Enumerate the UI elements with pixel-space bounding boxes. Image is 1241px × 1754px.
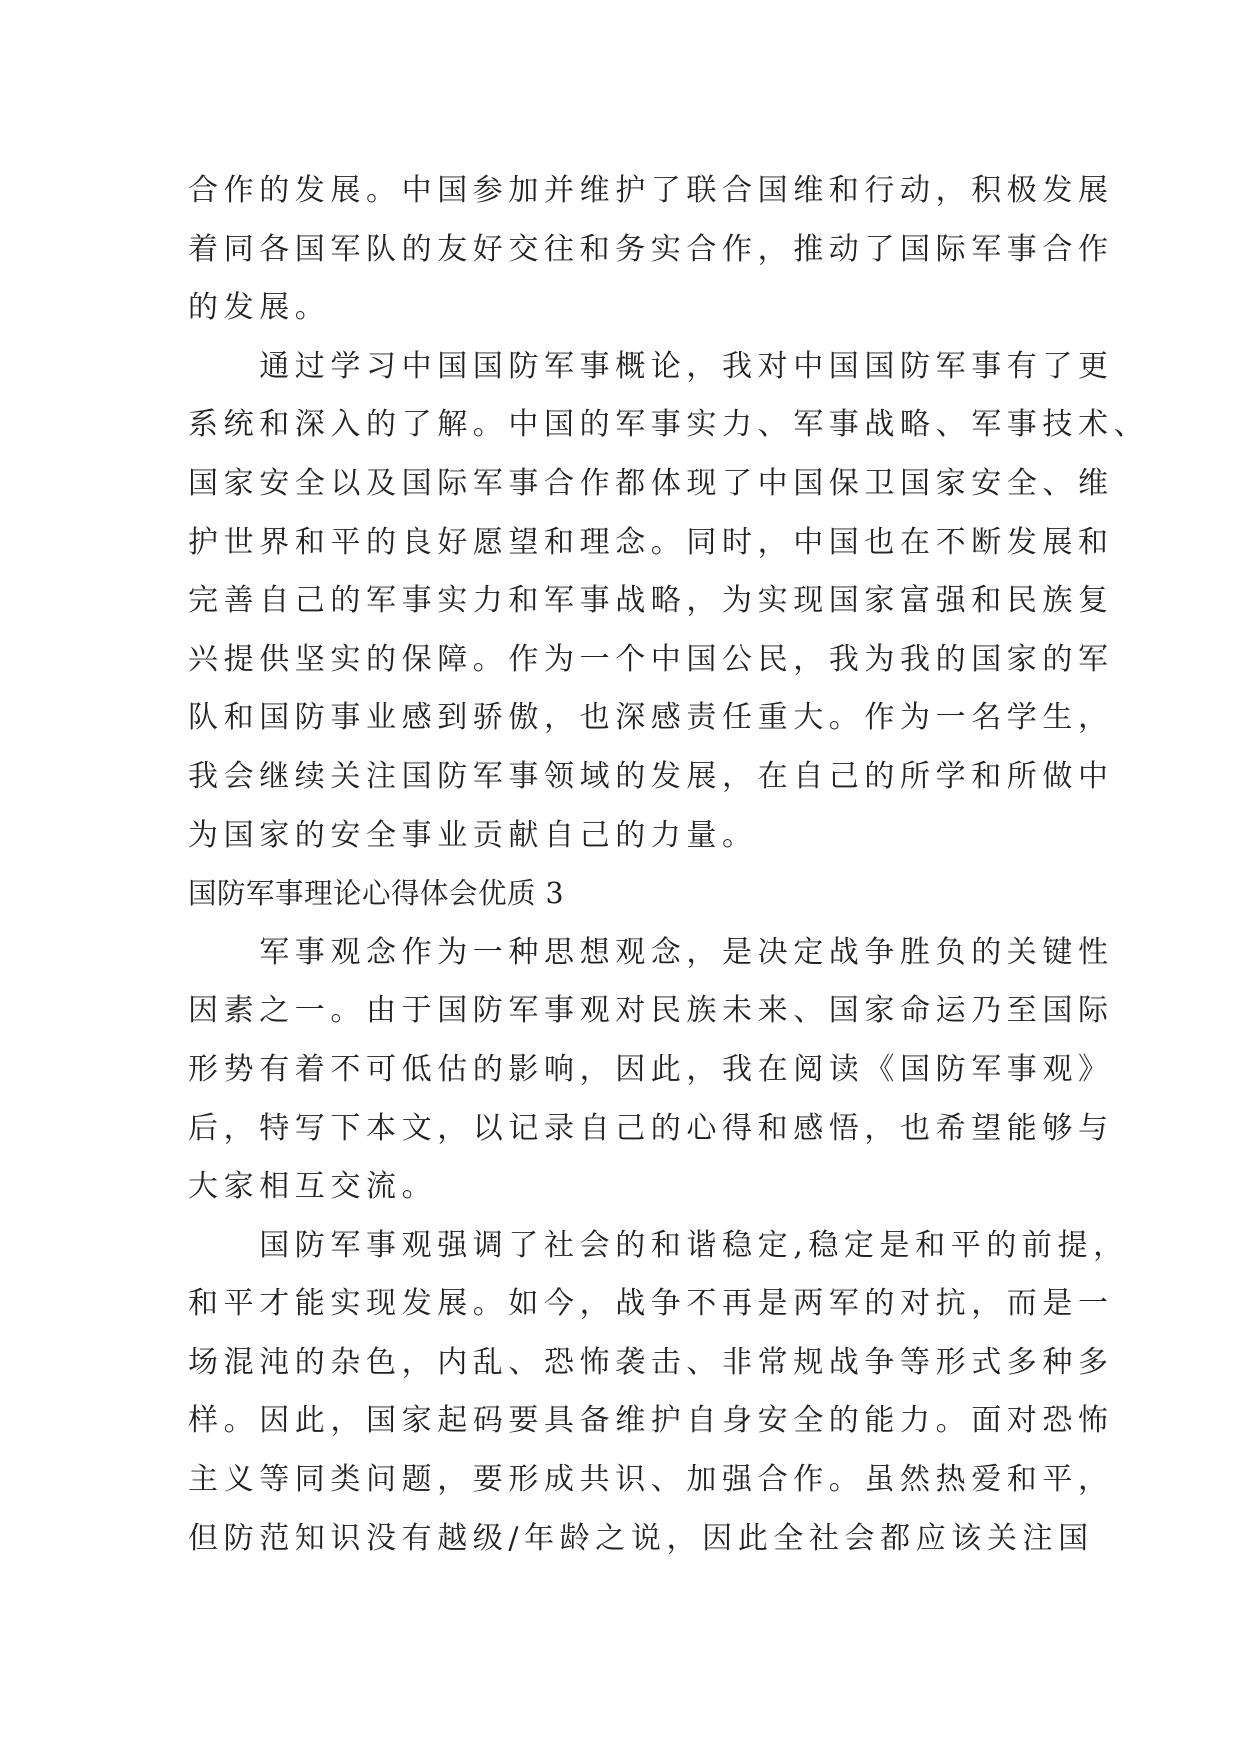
text-line: 通过学习中国国防军事概论，我对中国国防军事有了更: [188, 348, 1114, 384]
text-line: 的发展。: [188, 290, 331, 326]
document-body: [188, 162, 1150, 1568]
text-line: 形势有着不可低估的影响，因此，我在阅读《国防军事观》: [188, 1051, 1114, 1087]
text-line: 队和国防事业感到骄傲，也深感责任重大。作为一名学生，: [188, 700, 1114, 736]
text-line: 样。因此，国家起码要具备维护自身安全的能力。面对恐怖: [188, 1403, 1114, 1439]
text-line: 国家安全以及国际军事合作都体现了中国保卫国家安全、维: [188, 465, 1114, 501]
text-line: 但防范知识没有越级/年龄之说，因此全社会都应该关注国: [188, 1520, 1094, 1556]
section-heading: 国防军事理论心得体会优质 3: [188, 877, 565, 911]
text-line: 为国家的安全事业贡献自己的力量。: [188, 817, 758, 853]
text-line: 场混沌的杂色，内乱、恐怖袭击、非常规战争等形式多种多: [188, 1344, 1114, 1380]
text-line: 和平才能实现发展。如今，战争不再是两军的对抗，而是一: [188, 1286, 1114, 1322]
text-line: 军事观念作为一种思想观念，是决定战争胜负的关键性: [188, 934, 1114, 970]
text-line: 完善自己的军事实力和军事战略，为实现国家富强和民族复: [188, 583, 1114, 619]
text-line: 后，特写下本文，以记录自己的心得和感悟，也希望能够与: [188, 1110, 1114, 1146]
text-line: 大家相互交流。: [188, 1169, 438, 1205]
text-line: 护世界和平的良好愿望和理念。同时，中国也在不断发展和: [188, 524, 1114, 560]
text-line: 合作的发展。中国参加并维护了联合国维和行动，积极发展: [188, 173, 1114, 208]
text-line: 着同各国军队的友好交往和务实合作，推动了国际军事合作: [188, 231, 1114, 267]
text-line: 系统和深入的了解。中国的军事实力、军事战略、军事技术、: [188, 407, 1150, 443]
text-line: 主义等同类问题，要形成共识、加强合作。虽然热爱和平，: [188, 1462, 1114, 1498]
text-line: 兴提供坚实的保障。作为一个中国公民，我为我的国家的军: [188, 641, 1114, 677]
text-line: 我会继续关注国防军事领域的发展，在自己的所学和所做中: [188, 758, 1114, 794]
text-line: 国防军事观强调了社会的和谐稳定,稳定是和平的前提，: [188, 1227, 1129, 1263]
text-line: 因素之一。由于国防军事观对民族未来、国家命运乃至国际: [188, 993, 1114, 1029]
